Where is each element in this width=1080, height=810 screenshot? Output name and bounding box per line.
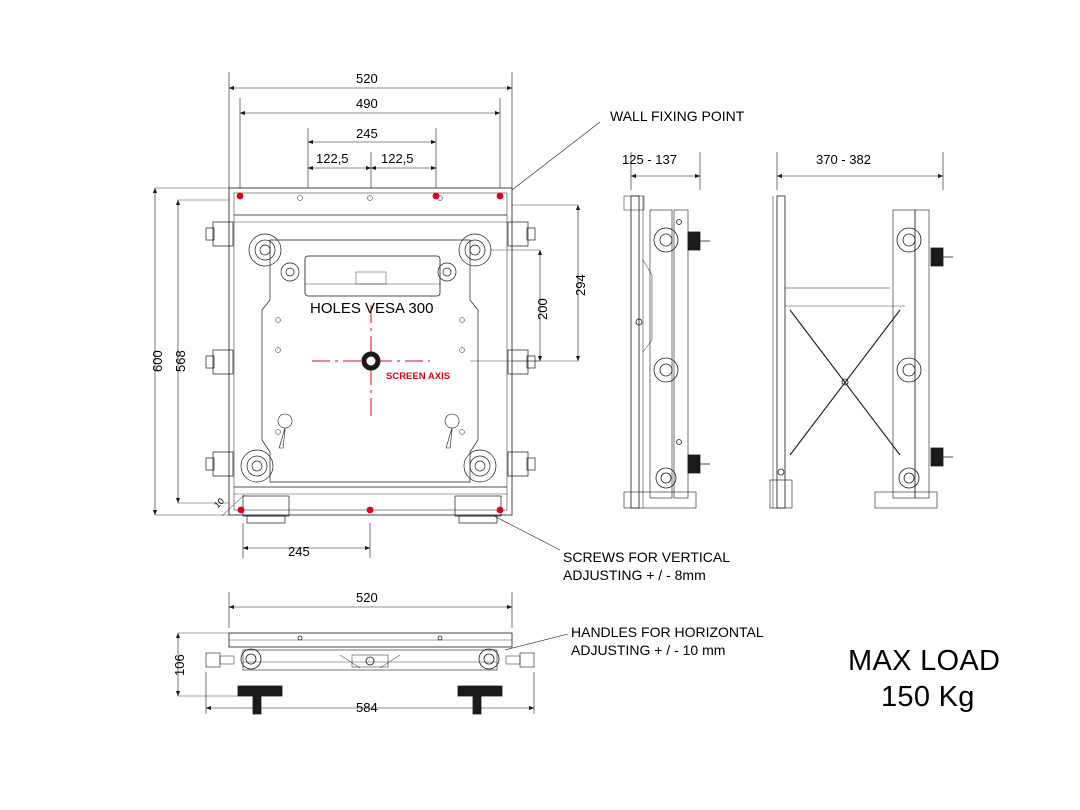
- annotation-screws-vertical-line2: ADJUSTING + / - 8mm: [563, 567, 706, 583]
- annotation-wall-fixing-point: WALL FIXING POINT: [610, 108, 745, 124]
- side-view-closed-geometry: [624, 196, 710, 508]
- annotation-handles-horizontal-line2: ADJUSTING + / - 10 mm: [571, 642, 726, 658]
- dim-bottom-245: 245: [288, 544, 310, 559]
- dim-front-294: 294: [573, 274, 588, 296]
- side-view-open-geometry: [770, 196, 953, 508]
- dim-top-view-depth: 584: [356, 700, 378, 715]
- dim-front-half-left: 122,5: [316, 151, 349, 166]
- dim-front-height-outer: 600: [150, 350, 165, 372]
- max-load-value: 150 Kg: [881, 681, 975, 713]
- annotation-handles-horizontal-line1: HANDLES FOR HORIZONTAL: [571, 624, 764, 640]
- dim-front-width-inner: 490: [356, 96, 378, 111]
- dim-front-height-inner: 568: [173, 350, 188, 372]
- dim-side-open: 370 - 382: [816, 152, 871, 167]
- screen-axis-crosshair: [312, 305, 430, 420]
- dim-top-view-width: 520: [356, 590, 378, 605]
- dim-angle-10: 10: [211, 495, 227, 511]
- dim-front-center-span: 245: [356, 126, 378, 141]
- dim-side-closed: 125 - 137: [622, 152, 677, 167]
- annotation-screen-axis: SCREEN AXIS: [386, 371, 451, 382]
- max-load-label: MAX LOAD: [848, 645, 1001, 677]
- annotation-holes-vesa: HOLES VESA 300: [310, 300, 434, 317]
- dim-top-view-height: 106: [172, 654, 187, 676]
- annotation-screws-vertical-line1: SCREWS FOR VERTICAL: [563, 549, 730, 565]
- dim-front-200: 200: [535, 298, 550, 320]
- dim-front-width-outer: 520: [356, 71, 378, 86]
- dim-front-half-right: 122,5: [381, 151, 414, 166]
